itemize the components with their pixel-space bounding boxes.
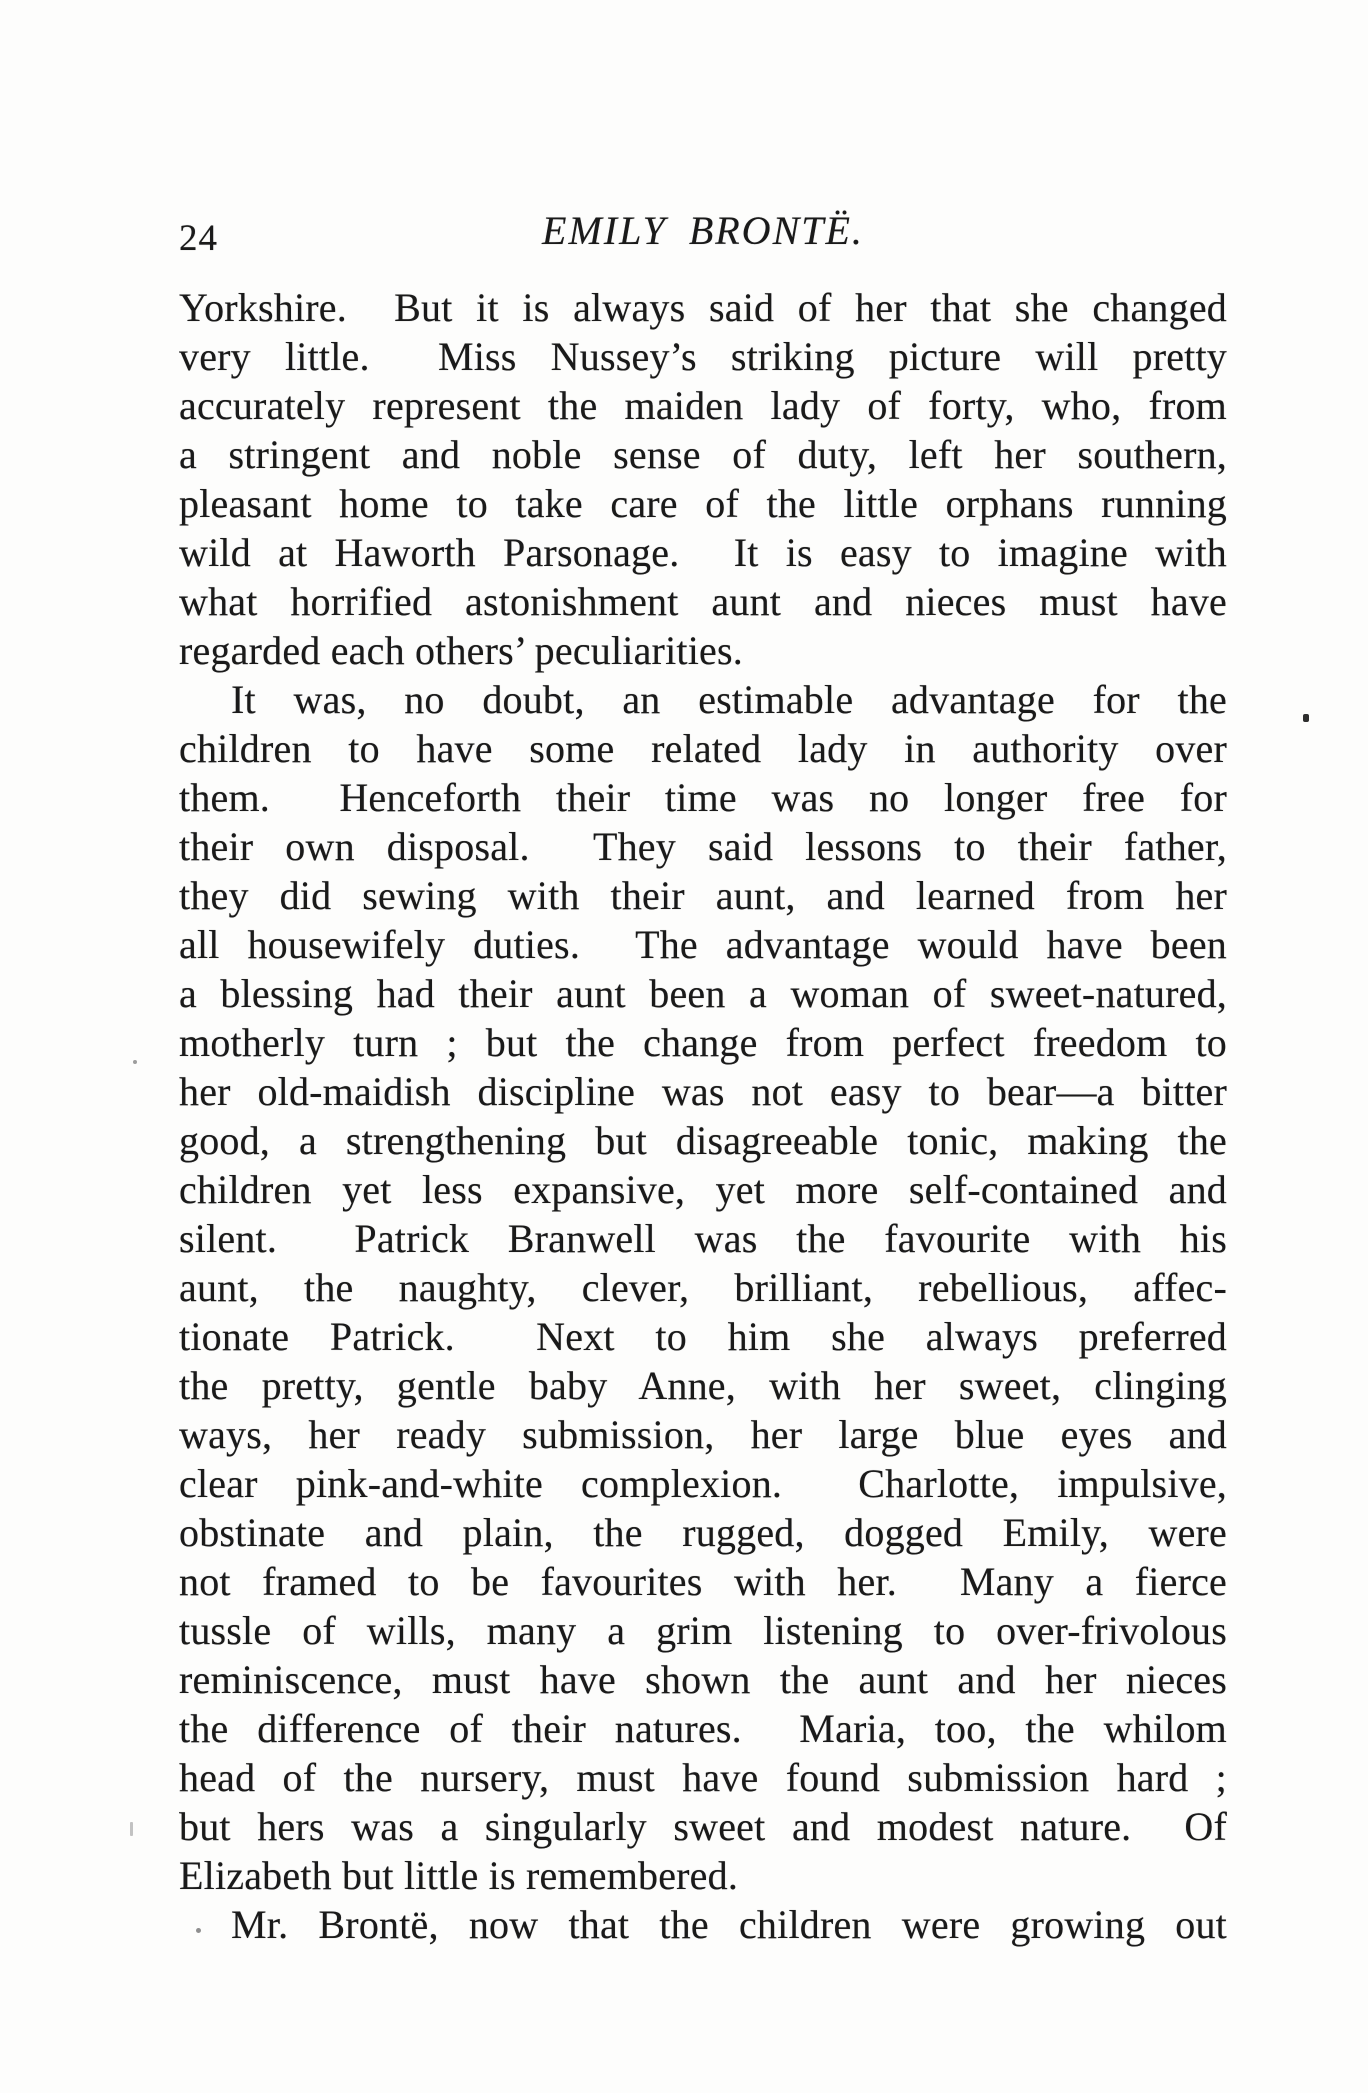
text-line: the pretty, gentle baby Anne, with her sweet, clinging [179,1363,1227,1408]
text-line: head of the nursery, must have found submission hard ; [179,1755,1227,1800]
scan-speck [1303,714,1309,722]
text-line: her old-maidish discipline was not easy to bear—a bitter [179,1069,1227,1114]
page-header [179,206,1227,260]
text-line: children yet less expansive, yet more self-contained and [179,1167,1227,1212]
text-line: their own disposal. They said lessons to their father, [179,824,1227,869]
body-text [179,283,1227,1949]
text-line: a stringent and noble sense of duty, left her southern, [179,432,1227,477]
text-line: obstinate and plain, the rugged, dogged Emily, were [179,1510,1227,1555]
running-title: EMILY BRONTË. [542,208,864,253]
paragraph [179,675,1227,1900]
text-line: wild at Haworth Parsonage. It is easy to imagine with [179,530,1227,575]
text-line: motherly turn ; but the change from perfect freedom to [179,1020,1227,1065]
scan-speck [133,1060,137,1064]
text-line: regarded each others’ peculiarities. [179,628,743,673]
text-line: the difference of their natures. Maria, too, the whilom [179,1706,1227,1751]
text-line: silent. Patrick Branwell was the favourite with his [179,1216,1227,1261]
text-line: tionate Patrick. Next to him she always preferred [179,1314,1227,1359]
text-line: pleasant home to take care of the little orphans running [179,481,1227,526]
text-line: accurately represent the maiden lady of forty, who, from [179,383,1227,428]
scan-speck [130,1822,133,1836]
paragraph [179,1900,1227,1949]
text-line: reminiscence, must have shown the aunt and her nieces [179,1657,1227,1702]
text-line: tussle of wills, many a grim listening to over-frivolous [179,1608,1227,1653]
text-line: but hers was a singularly sweet and modest nature. Of [179,1804,1227,1849]
text-line: ways, her ready submission, her large blue eyes and [179,1412,1227,1457]
text-line: It was, no doubt, an estimable advantage for the [231,677,1227,722]
text-line: not framed to be favourites with her. Many a fierce [179,1559,1227,1604]
page-number: 24 [179,218,218,259]
paragraph [179,283,1227,675]
text-line: Mr. Brontë, now that the children were growing out [231,1902,1227,1947]
text-line: Elizabeth but little is remembered. [179,1853,739,1898]
text-line: Yorkshire. But it is always said of her that she changed [179,285,1227,330]
text-line: children to have some related lady in authority over [179,726,1227,771]
scan-speck [196,1928,201,1933]
text-line: aunt, the naughty, clever, brilliant, rebellious, affec- [179,1265,1227,1310]
text-line: a blessing had their aunt been a woman of sweet-natured, [179,971,1227,1016]
text-line: good, a strengthening but disagreeable tonic, making the [179,1118,1227,1163]
text-line: all housewifely duties. The advantage would have been [179,922,1227,967]
text-line: what horrified astonishment aunt and nieces must have [179,579,1227,624]
text-line: them. Henceforth their time was no longer free for [179,775,1227,820]
text-line: they did sewing with their aunt, and learned from her [179,873,1227,918]
text-line: very little. Miss Nussey’s striking picture will pretty [179,334,1227,379]
text-line: clear pink-and-white complexion. Charlotte, impulsive, [179,1461,1227,1506]
